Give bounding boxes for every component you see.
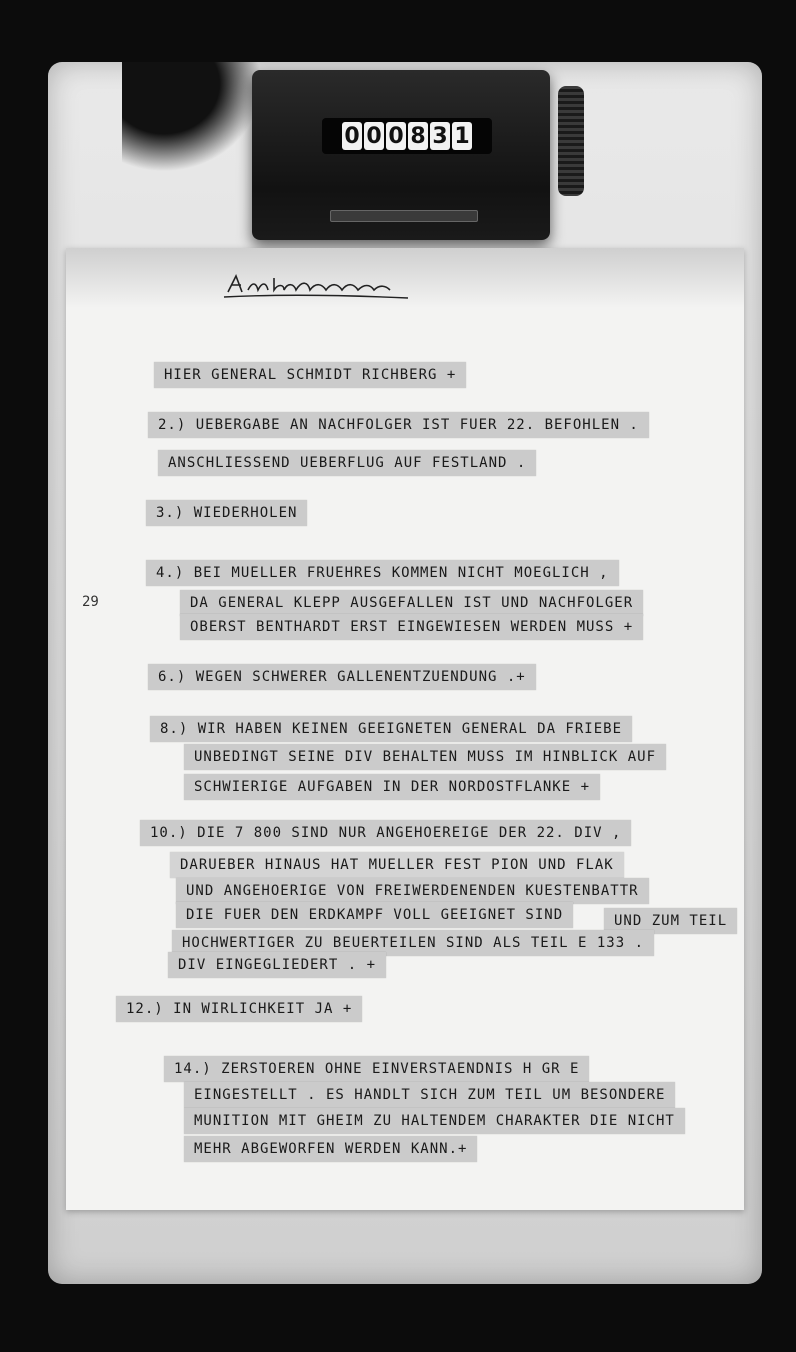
- item-2-line-2: ANSCHLIESSEND UEBERFLUG AUF FESTLAND .: [158, 450, 536, 476]
- counter-knob: [558, 86, 584, 196]
- item-14-line-1: 14.) ZERSTOEREN OHNE EINVERSTAENDNIS H GR E: [164, 1056, 589, 1082]
- cable-shadow: [122, 62, 262, 172]
- telex-header: HIER GENERAL SCHMIDT RICHBERG +: [154, 362, 466, 388]
- counter-digit: 3: [430, 122, 450, 150]
- counter-slot: [330, 210, 478, 222]
- item-10-line-1: 10.) DIE 7 800 SIND NUR ANGEHOEREIGE DER 22. DIV ,: [140, 820, 631, 846]
- handwritten-signature: [222, 270, 412, 300]
- item-10-line-2: DARUEBER HINAUS HAT MUELLER FEST PION UND FLAK: [170, 852, 624, 878]
- item-14-line-3: MUNITION MIT GHEIM ZU HALTENDEM CHARAKTER DIE NICHT: [184, 1108, 685, 1134]
- item-8-line-1: 8.) WIR HABEN KEINEN GEEIGNETEN GENERAL DA FRIEBE: [150, 716, 632, 742]
- item-8-line-3: SCHWIERIGE AUFGABEN IN DER NORDOSTFLANKE +: [184, 774, 600, 800]
- item-8-line-2: UNBEDINGT SEINE DIV BEHALTEN MUSS IM HINBLICK AUF: [184, 744, 666, 770]
- counter-digit: 1: [452, 122, 472, 150]
- counter-window: [322, 118, 492, 154]
- margin-mark: 29: [82, 594, 99, 610]
- counter-digit: 0: [386, 122, 406, 150]
- counter-digit: 8: [408, 122, 428, 150]
- item-10-line-6: DIV EINGEGLIEDERT . +: [168, 952, 386, 978]
- item-2-line-1: 2.) UEBERGABE AN NACHFOLGER IST FUER 22. BEFOHLEN .: [148, 412, 649, 438]
- frame-counter: [252, 70, 550, 240]
- item-6: 6.) WEGEN SCHWERER GALLENENTZUENDUNG .+: [148, 664, 536, 690]
- item-4-line-1: 4.) BEI MUELLER FRUEHRES KOMMEN NICHT MOEGLICH ,: [146, 560, 619, 586]
- item-4-line-2: DA GENERAL KLEPP AUSGEFALLEN IST UND NACHFOLGER: [180, 590, 643, 616]
- item-14-line-4: MEHR ABGEWORFEN WERDEN KANN.+: [184, 1136, 477, 1162]
- item-10-line-4b: UND ZUM TEIL: [604, 908, 737, 934]
- item-10-line-5: HOCHWERTIGER ZU BEUERTEILEN SIND ALS TEIL E 133 .: [172, 930, 654, 956]
- item-10-line-4a: DIE FUER DEN ERDKAMPF VOLL GEEIGNET SIND: [176, 902, 573, 928]
- counter-digit: 0: [342, 122, 362, 150]
- item-12: 12.) IN WIRLICHKEIT JA +: [116, 996, 362, 1022]
- item-4-line-3: OBERST BENTHARDT ERST EINGEWIESEN WERDEN MUSS +: [180, 614, 643, 640]
- item-3: 3.) WIEDERHOLEN: [146, 500, 307, 526]
- item-14-line-2: EINGESTELLT . ES HANDLT SICH ZUM TEIL UM BESONDERE: [184, 1082, 675, 1108]
- counter-digit: 0: [364, 122, 384, 150]
- item-10-line-3: UND ANGEHOERIGE VON FREIWERDENENDEN KUESTENBATTR: [176, 878, 649, 904]
